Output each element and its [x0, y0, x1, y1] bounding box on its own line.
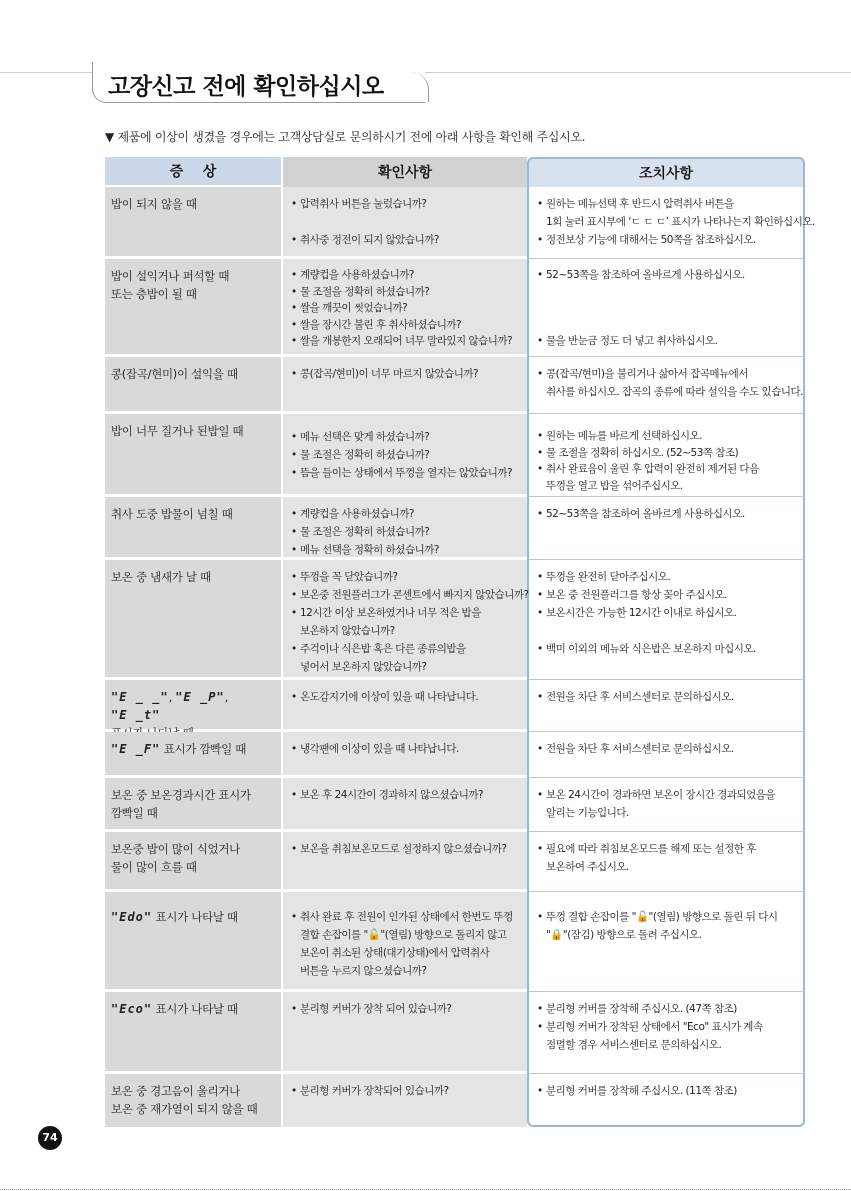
check-cell: [283, 832, 527, 892]
symptom-cell: [105, 497, 281, 560]
action-cell: [527, 680, 805, 732]
action-item: 취사를 하십시오. 잡곡의 종류에 따라 설익을 수도 있습니다.: [546, 386, 803, 398]
check-item: • 보온중 전원플러그가 콘센트에서 빠지지 않았습니까?: [291, 586, 523, 604]
symptom-cell: [105, 892, 281, 992]
check-cell: [283, 680, 527, 732]
symptom-cell: [105, 187, 281, 259]
action-item: • 물 조절을 정확히 하십시오. (52~53쪽 참조): [537, 445, 799, 462]
action-item: • 백미 이외의 메뉴와 식은밥은 보온하지 마십시오.: [537, 640, 799, 658]
check-cell: [283, 892, 527, 992]
check-item: • 쌀을 개봉한지 오래되어 너무 말라있지 않습니까?: [291, 333, 523, 350]
action-cell: [527, 778, 805, 832]
table-row: [105, 732, 805, 778]
action-item: • 원하는 메뉴선택 후 반드시 압력취사 버튼을: [537, 195, 799, 213]
check-item: • 계량컵을 사용하셨습니까?: [291, 505, 523, 523]
symptom-text: 표시가 나타날 때: [155, 910, 238, 924]
check-cell: [283, 1074, 527, 1127]
action-item: 뚜껑을 열고 밥을 섞어주십시오.: [546, 479, 683, 492]
check-item: • 뚜껑을 꼭 닫았습니까?: [291, 568, 523, 586]
action-cell: [527, 259, 805, 357]
action-item: • 뚜껑을 완전히 닫아주십시오.: [537, 568, 799, 586]
check-item: • 쌀을 깨끗이 씻었습니까?: [291, 300, 523, 317]
check-cell: [283, 992, 527, 1074]
symptom-text: 또는 층밥이 될 때: [111, 287, 197, 301]
table-row: [105, 992, 805, 1074]
symptom-cell: [105, 778, 281, 832]
symptom-line: [111, 740, 273, 758]
action-item: • 원하는 메뉴를 바르게 선택하십시오.: [537, 428, 799, 445]
symptom-cell: [105, 357, 281, 414]
error-code-display: "Edo": [111, 910, 153, 924]
action-cell: [527, 892, 805, 992]
table-row: [105, 497, 805, 560]
symptom-text: 물이 많이 흐를 때: [111, 860, 197, 874]
check-cell: [283, 414, 527, 497]
action-item: • 분리형 커버가 장착된 상태에서 "Eco" 표시가 계속: [537, 1018, 799, 1036]
action-cell: [527, 357, 805, 414]
check-item: • 물 조절은 정확히 하셨습니까?: [291, 446, 523, 464]
check-item: • 취사중 정전이 되지 않았습니까?: [291, 231, 523, 249]
error-code-display: "E _F": [111, 742, 161, 756]
table-row: [105, 832, 805, 892]
symptom-cell: [105, 1074, 281, 1127]
check-cell: [283, 560, 527, 680]
check-item: 버튼을 누르지 않으셨습니까?: [300, 965, 427, 977]
check-item: • 분리형 커버가 장착 되어 있습니까?: [291, 1000, 523, 1018]
symptom-cell: [105, 414, 281, 497]
check-item: • 분리형 커버가 장착되어 있습니까?: [291, 1082, 523, 1100]
symptom-text: 표시가 깜빡일 때: [163, 742, 247, 756]
symptom-text: 보온중 밥이 많이 식었거나: [111, 842, 240, 856]
action-item: • 보온 중 전원플러그를 항상 꽂아 주십시오.: [537, 586, 799, 604]
table-row: [105, 414, 805, 497]
page-title: 고장신고 전에 확인하십시오: [108, 74, 384, 100]
check-item: • 보온을 취침보온모드로 설정하지 않으셨습니까?: [291, 840, 523, 858]
check-item: • 물 조절을 정확히 하셨습니까?: [291, 284, 523, 301]
check-cell: [283, 497, 527, 560]
header-check: 확인사항: [283, 157, 527, 187]
symptom-text: 밥이 너무 질거나 된밥일 때: [111, 424, 244, 438]
intro-text: ▼ 제품에 이상이 생겼을 경우에는 고객상담실로 문의하시기 전에 아래 사항을 확인해 주십시오.: [105, 130, 586, 144]
symptom-cell: [105, 732, 281, 778]
action-item: • 필요에 따라 취침보온모드를 해제 또는 설정한 후: [537, 840, 799, 858]
check-cell: [283, 778, 527, 832]
symptom-text: 밥이 되지 않을 때: [111, 197, 197, 211]
symptom-text: 콩(잡곡/현미)이 설익을 때: [111, 367, 238, 381]
symptom-text: 깜빡일 때: [111, 806, 158, 820]
action-item: • 전원을 차단 후 서비스센터로 문의하십시오.: [537, 740, 799, 758]
action-cell: [527, 1074, 805, 1127]
check-item: 결합 손잡이를 "🔓"(열림) 방향으로 돌리지 않고: [300, 929, 507, 941]
symptom-text: 보온 중 보온경과시간 표시가: [111, 788, 251, 802]
symptom-cell: [105, 259, 281, 357]
table-header: [105, 157, 805, 187]
symptom-cell: [105, 832, 281, 892]
symptom-text: 표시가 나타날 때: [155, 1002, 238, 1016]
check-item: 보온이 취소된 상태(대기상태)에서 압력취사: [300, 947, 490, 959]
header-action: 조치사항: [527, 157, 805, 187]
error-code-display: "Eco": [111, 1002, 153, 1016]
action-item: 보온하여 주십시오.: [546, 861, 629, 873]
symptom-codes: "E _ _", "E _P", "E _t": [111, 690, 229, 722]
error-code-display: "E _P": [175, 690, 225, 704]
action-cell: [527, 414, 805, 497]
action-item: • 52~53쪽을 참조하여 올바르게 사용하십시오.: [537, 505, 799, 523]
table-row: [105, 778, 805, 832]
header-symptom: 증 상: [105, 157, 281, 187]
action-item: • 보온시간은 가능한 12시간 이내로 하십시오.: [537, 604, 799, 622]
check-item: • 뜸을 들이는 상태에서 뚜껑을 열지는 않았습니까?: [291, 464, 523, 482]
check-item: • 냉각팬에 이상이 있을 때 나타납니다.: [291, 740, 523, 758]
table-row: [105, 680, 805, 732]
action-item: • 분리형 커버를 장착해 주십시오. (11쪽 참조): [537, 1082, 799, 1100]
check-item: 넣어서 보온하지 않았습니까?: [300, 661, 427, 673]
check-cell: [283, 187, 527, 259]
symptom-text: 취사 도중 밥물이 넘칠 때: [111, 507, 233, 521]
check-item: • 주걱이나 식은밥 혹은 다른 종류의밥을: [291, 640, 523, 658]
symptom-text: 보온 중 경고음이 울리거나: [111, 1084, 240, 1098]
symptom-text: 밥이 설익거나 퍼석할 때: [111, 269, 230, 283]
table-row: [105, 357, 805, 414]
symptom-cell: [105, 680, 281, 732]
symptom-text: 보온 중 냄새가 날 때: [111, 570, 211, 584]
symptom-cell: [105, 992, 281, 1074]
check-item: • 쌀을 장시간 불린 후 취사하셨습니까?: [291, 317, 523, 334]
symptom-line: [111, 1000, 273, 1018]
troubleshooting-table: [105, 157, 815, 1127]
check-item: • 12시간 이상 보온하였거나 너무 적은 밥을: [291, 604, 523, 622]
action-item: • 물을 반눈금 정도 더 넣고 취사하십시오.: [537, 333, 799, 350]
table-row: [105, 1074, 805, 1127]
action-cell: [527, 497, 805, 560]
action-cell: [527, 992, 805, 1074]
action-item: • 정전보상 기능에 대해서는 50쪽을 참조하십시오.: [537, 231, 799, 249]
action-cell: [527, 560, 805, 680]
check-cell: [283, 357, 527, 414]
check-item: • 보온 후 24시간이 경과하지 않으셨습니까?: [291, 786, 523, 804]
check-cell: [283, 259, 527, 357]
error-code-display: "E _ _": [111, 690, 169, 704]
action-cell: [527, 832, 805, 892]
symptom-cell: [105, 560, 281, 680]
action-cell: [527, 732, 805, 778]
action-item: "🔒"(잠김) 방향으로 돌려 주십시오.: [546, 929, 702, 941]
action-item: • 콩(잡곡/현미)을 불리거나 삶아서 잡곡메뉴에서: [537, 365, 799, 383]
page-number: 74: [38, 1126, 62, 1150]
action-item: • 뚜껑 결합 손잡이를 "🔓"(열림) 방향으로 돌린 뒤 다시: [537, 908, 799, 926]
table-row: [105, 259, 805, 357]
action-item: • 전원을 차단 후 서비스센터로 문의하십시오.: [537, 688, 799, 706]
check-item: • 메뉴 선택은 맞게 하셨습니까?: [291, 428, 523, 446]
action-item: 점멸할 경우 서비스센터로 문의하십시오.: [546, 1039, 722, 1051]
action-item: 알리는 기능입니다.: [546, 807, 629, 819]
check-cell: [283, 732, 527, 778]
action-item: • 분리형 커버를 장착해 주십시오. (47쪽 참조): [537, 1000, 799, 1018]
check-item: • 압력취사 버튼을 눌렀습니까?: [291, 195, 523, 213]
action-item: • 52~53쪽을 참조하여 올바르게 사용하십시오.: [537, 267, 799, 284]
check-item: • 온도감지기에 이상이 있을 때 나타납니다.: [291, 688, 523, 706]
symptom-text: 보온 중 재가열이 되지 않을 때: [111, 1102, 258, 1116]
action-cell: [527, 187, 815, 259]
check-item: • 취사 완료 후 전원이 인가된 상태에서 한번도 뚜껑: [291, 908, 523, 926]
action-item: • 보온 24시간이 경과하면 보온이 장시간 경과되었음을: [537, 786, 799, 804]
check-item: 보온하지 않았습니까?: [300, 625, 395, 637]
table-row: [105, 892, 805, 992]
table-row: [105, 560, 805, 680]
error-code-display: "E _t": [111, 708, 161, 722]
footer-rule: [0, 1189, 851, 1190]
check-item: • 콩(잡곡/현미)이 너무 마르지 않았습니까?: [291, 365, 523, 383]
action-item: 1회 눌러 표시부에 ‘ㄷ ㄷ ㄷ’ 표시가 나타나는지 확인하십시오.: [546, 216, 815, 228]
symptom-line: [111, 908, 273, 926]
action-item: • 취사 완료음이 울린 후 압력이 완전히 제거된 다음: [537, 461, 799, 478]
check-item: • 물 조절은 정확히 하셨습니까?: [291, 523, 523, 541]
check-item: • 계량컵을 사용하셨습니까?: [291, 267, 523, 284]
check-item: • 메뉴 선택을 정확히 하셨습니까?: [291, 541, 523, 559]
table-row: [105, 187, 815, 259]
